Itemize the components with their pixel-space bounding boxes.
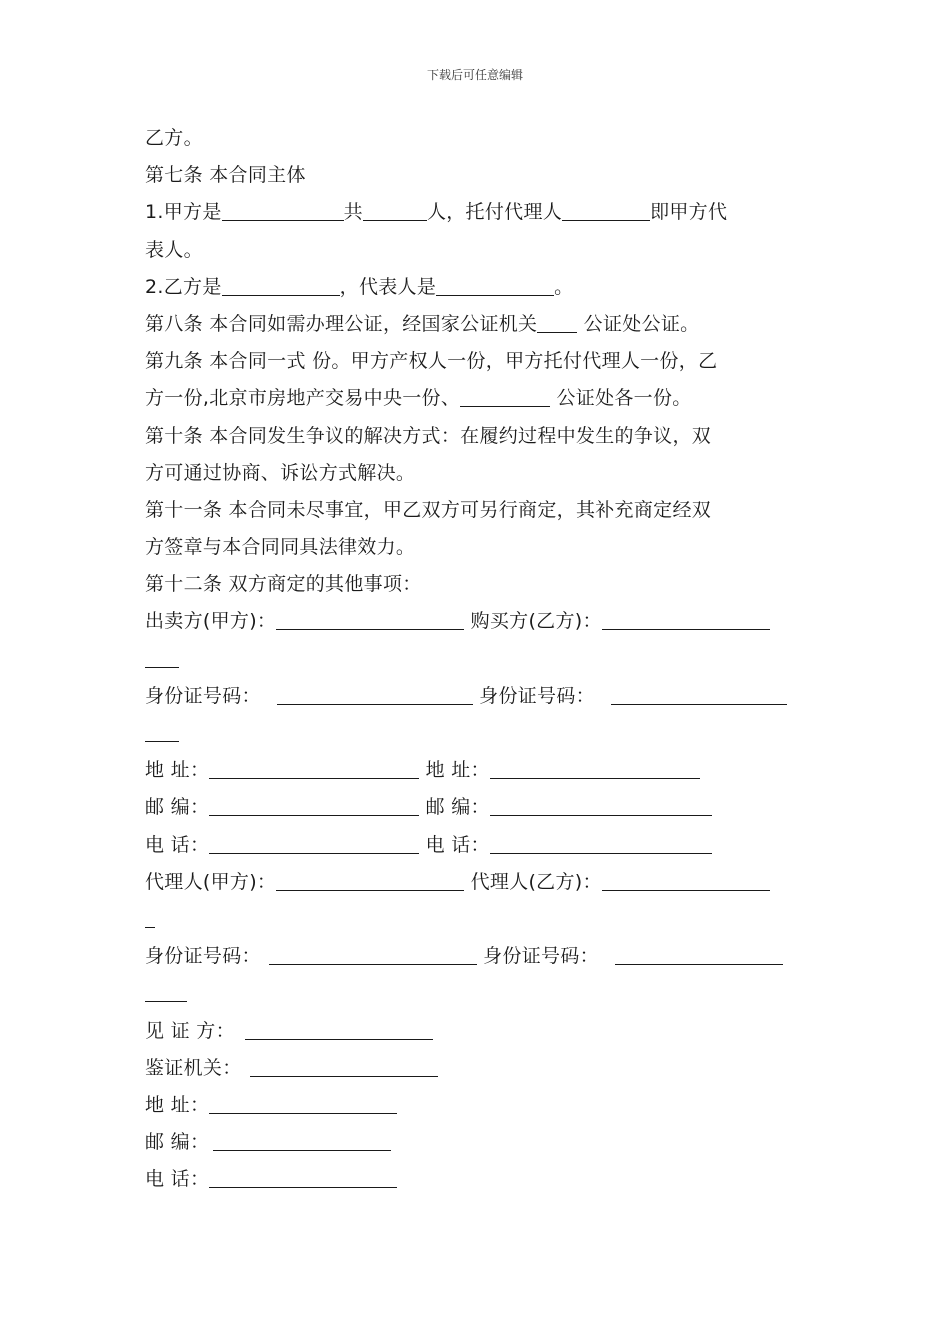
party-a-count-blank[interactable] xyxy=(363,198,427,221)
document-body xyxy=(145,120,807,1198)
article-9-line-2: 方一份,北京市房地产交易中央一份、 公证处各一份。 xyxy=(145,380,807,417)
buyer-id-blank[interactable] xyxy=(611,682,787,705)
zip-line: 邮 编： 邮 编： xyxy=(145,789,807,826)
agent-b-blank[interactable] xyxy=(602,868,770,891)
witness-blank[interactable] xyxy=(245,1017,433,1040)
tel-line: 电 话： 电 话： xyxy=(145,827,807,864)
agent-a-id-blank[interactable] xyxy=(269,942,477,965)
authority-blank[interactable] xyxy=(250,1054,438,1077)
agent-b-id-blank-wrap[interactable] xyxy=(145,979,187,1002)
agent-id-line: 身份证号码： 身份证号码： xyxy=(145,938,807,975)
buyer-id-blank-wrap[interactable] xyxy=(145,719,179,742)
article-8-line: 第八条 本合同如需办理公证，经国家公证机关 公证处公证。 xyxy=(145,306,807,343)
authority-address-line: 地 址： xyxy=(145,1087,807,1124)
buyer-address-blank[interactable] xyxy=(490,756,700,779)
authority-zip-blank[interactable] xyxy=(213,1128,391,1151)
seller-buyer-line: 出卖方(甲方)： 购买方(乙方)： xyxy=(145,603,807,640)
page-header: 下载后可任意编辑 xyxy=(426,68,523,82)
agent-blank[interactable] xyxy=(562,198,650,221)
text-line: 乙方。 xyxy=(145,127,203,149)
seller-address-blank[interactable] xyxy=(209,756,419,779)
notary-blank[interactable] xyxy=(537,310,577,333)
witness-line: 见 证 方： xyxy=(145,1013,807,1050)
buyer-blank[interactable] xyxy=(602,607,770,630)
party-a-line: 1.甲方是 共 人，托付代理人 即甲方代 xyxy=(145,194,807,231)
article-10-line-2: 方可通过协商、诉讼方式解决。 xyxy=(145,461,416,484)
article-12-heading: 第十二条 双方商定的其他事项： xyxy=(145,573,422,596)
authority-address-blank[interactable] xyxy=(209,1091,397,1114)
seller-id-blank[interactable] xyxy=(277,682,473,705)
article-10-line: 第十条 本合同发生争议的解决方式：在履约过程中发生的争议，双 xyxy=(145,424,712,447)
article-11-line-2: 方签章与本合同同具法律效力。 xyxy=(145,536,416,559)
buyer-tel-blank[interactable] xyxy=(490,831,712,854)
address-line: 地 址： 地 址： xyxy=(145,752,807,789)
buyer-zip-blank[interactable] xyxy=(490,793,712,816)
agent-b-blank-wrap[interactable] xyxy=(145,905,155,928)
party-b-line: 2.乙方是 ，代表人是 。 xyxy=(145,269,807,306)
authority-line: 鉴证机关： xyxy=(145,1050,807,1087)
party-b-rep-blank[interactable] xyxy=(436,273,554,296)
seller-zip-blank[interactable] xyxy=(209,793,419,816)
notary-office-blank[interactable] xyxy=(460,384,550,407)
authority-tel-line: 电 话： xyxy=(145,1161,807,1198)
buyer-blank-wrap[interactable] xyxy=(145,645,179,668)
party-b-blank[interactable] xyxy=(222,273,340,296)
authority-zip-line: 邮 编： xyxy=(145,1124,807,1161)
party-a-blank[interactable] xyxy=(222,198,344,221)
text-line: 表人。 xyxy=(145,238,203,261)
seller-blank[interactable] xyxy=(276,607,464,630)
article-7-heading: 第七条 本合同主体 xyxy=(145,164,306,187)
article-11-line: 第十一条 本合同未尽事宜，甲乙双方可另行商定，其补充商定经双 xyxy=(145,498,712,521)
article-9-line: 第九条 本合同一式 份。甲方产权人一份，甲方托付代理人一份，乙 xyxy=(145,350,718,373)
seller-tel-blank[interactable] xyxy=(209,831,419,854)
agent-line: 代理人(甲方)： 代理人(乙方)： xyxy=(145,864,807,901)
id-line: 身份证号码： 身份证号码： xyxy=(145,678,807,715)
authority-tel-blank[interactable] xyxy=(209,1165,397,1188)
agent-a-blank[interactable] xyxy=(276,868,464,891)
agent-b-id-blank[interactable] xyxy=(615,942,783,965)
